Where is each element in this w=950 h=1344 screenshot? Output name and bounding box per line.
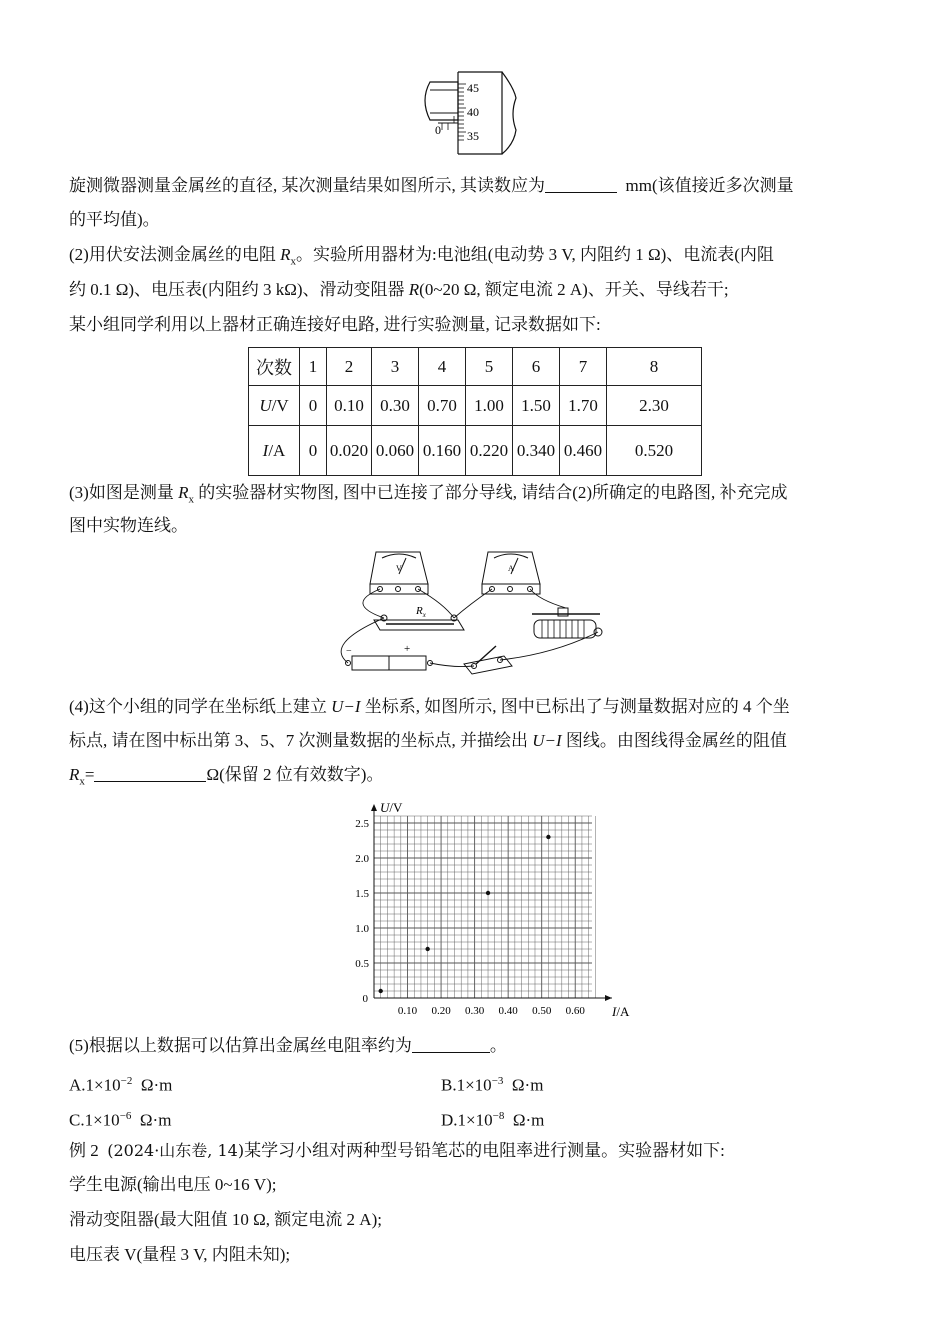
data-point [379,989,383,993]
table-cell: 0.340 [513,426,560,476]
q2-line2: 约 0.1 Ω)、电压表(内阻约 3 kΩ)、滑动变阻器 R(0~20 Ω, 额定电流 2 A)、开关、导线若干; [69,280,729,299]
data-point [486,891,490,895]
battery-minus: − [346,646,352,657]
answer-blank-reading[interactable] [545,172,617,193]
table-row-i [249,426,702,476]
q4-line2: 标点, 请在图中标出第 3、5、7 次测量数据的坐标点, 并描绘出 U−I 图线。由图线得金属丝的阻值 [69,731,787,750]
table-cell: 1.00 [466,386,513,426]
list-item: 学生电源(输出电压 0~16 V); [69,1175,277,1194]
x-tick-label: 0.30 [464,1005,485,1017]
q5-line: (5)根据以上数据可以估算出金属丝电阻率约为 。 [69,1029,884,1063]
q2-line1: (2)用伏安法测金属丝的电阻 $R_x$。实验所用器材为:电池组(电动势 3 V, 内阻约 1 Ω)、电流表(内阻 [69,245,774,268]
origin-label: 0 [362,993,368,1005]
ammeter [482,552,540,594]
y-tick-label: 2.5 [355,818,369,830]
battery-plus: + [404,643,411,655]
x-tick-label: 0.50 [532,1005,552,1017]
table-header-label: 次数 [249,348,300,386]
table-cell: 0.460 [560,426,607,476]
example2-label: 例 2 [69,1141,99,1160]
table-cell: 5 [466,348,513,386]
list-item: 电压表 V(量程 3 V, 内阻未知); [69,1245,291,1264]
ui-chart [344,798,630,1022]
table-cell: 0.060 [372,426,419,476]
q3-line1: (3)如图是测量 $R_x$ 的实验器材实物图, 图中已连接了部分导线, 请结合(2)所确定的电路图, 补充完成 [69,483,788,506]
rheostat [532,608,602,638]
data-table [248,347,702,476]
answer-blank-resistivity[interactable] [412,1032,490,1053]
q1-line2: 的平均值)。 [69,210,160,229]
option-d[interactable]: $D.1\times 10^{-8}$ Ω·m [441,1110,545,1130]
ammeter-label: A [508,564,514,573]
option-a[interactable]: $A.1\times 10^{-2}$ Ω·m [69,1075,173,1095]
table-cell: 0.30 [372,386,419,426]
x-axis-label: I/A [612,1004,630,1019]
table-cell: 0.220 [466,426,513,476]
micrometer-mark-45: 45 [467,81,479,95]
x-tick-label: 0.60 [565,1005,585,1017]
answer-blank-resistance[interactable] [94,761,206,782]
table-cell: 0.70 [419,386,466,426]
table-cell: 0.160 [419,426,466,476]
q4-line3: $R_x= \Omega$(保留 2 位有效数字)。 [69,758,884,798]
table-cell: 0.10 [327,386,372,426]
x-tick-label: 0.20 [431,1005,451,1017]
micrometer-figure [418,68,526,160]
table-cell: 2 [327,348,372,386]
table-cell: 0 [300,426,327,476]
micrometer-mark-35: 35 [467,129,479,143]
micrometer-mark-40: 40 [467,105,479,119]
table-cell: 4 [419,348,466,386]
y-tick-label: 1.0 [355,923,369,935]
list-item: 滑动变阻器(最大阻值 10 Ω, 额定电流 2 A); [69,1210,382,1229]
table-cell: 3 [372,348,419,386]
apparatus-figure [334,544,614,680]
table-cell: 1 [300,348,327,386]
x-axis-arrow [605,995,612,1001]
option-b[interactable]: $B.1\times 10^{-3}$ Ω·m [441,1075,544,1095]
data-point [546,835,550,839]
table-row-label: I/A [249,426,300,476]
table-cell: 2.30 [607,386,702,426]
y-tick-label: 2.0 [355,853,369,865]
q3-line2: 图中实物连线。 [69,516,188,535]
micrometer-zero: 0 [435,123,441,137]
table-cell: 7 [560,348,607,386]
switch [464,646,512,674]
x-tick-label: 0.40 [498,1005,518,1017]
y-axis-label: U/V [380,800,403,815]
resistor-label: $R_x$ [416,605,426,619]
data-point [425,947,429,951]
table-cell: 1.70 [560,386,607,426]
y-tick-label: 1.5 [355,888,369,900]
table-cell: 1.50 [513,386,560,426]
y-axis-arrow [371,804,377,811]
y-tick-label: 0.5 [355,958,369,970]
voltmeter-label: V [396,564,402,573]
q2-line3: 某小组同学利用以上器材正确连接好电路, 进行实验测量, 记录数据如下: [69,315,601,334]
q1-line1: 旋测微器测量金属丝的直径, 某次测量结果如图所示, 其读数应为 mm(该值接近多次测量 [69,169,884,203]
table-cell: 0.020 [327,426,372,476]
example2-source: (2024·山东卷, 14) [107,1141,245,1160]
option-c[interactable]: $C.1\times 10^{-6}$ Ω·m [69,1110,172,1130]
table-row-header [249,348,702,386]
table-cell: 8 [607,348,702,386]
table-cell: 0.520 [607,426,702,476]
table-row-label: U/V [249,386,300,426]
voltmeter [370,552,428,594]
table-cell: 6 [513,348,560,386]
table-row-u [249,386,702,426]
x-tick-label: 0.10 [397,1005,418,1017]
resistor-rx [374,615,464,630]
example2-line: 例 2 (2024·山东卷, 14)某学习小组对两种型号铅笔芯的电阻率进行测量。实验器材如下: [69,1141,725,1160]
table-cell: 0 [300,386,327,426]
q4-line1: (4)这个小组的同学在坐标纸上建立 U−I 坐标系, 如图所示, 图中已标出了与测量数据对应的 4 个坐 [69,697,790,716]
battery [346,656,433,670]
